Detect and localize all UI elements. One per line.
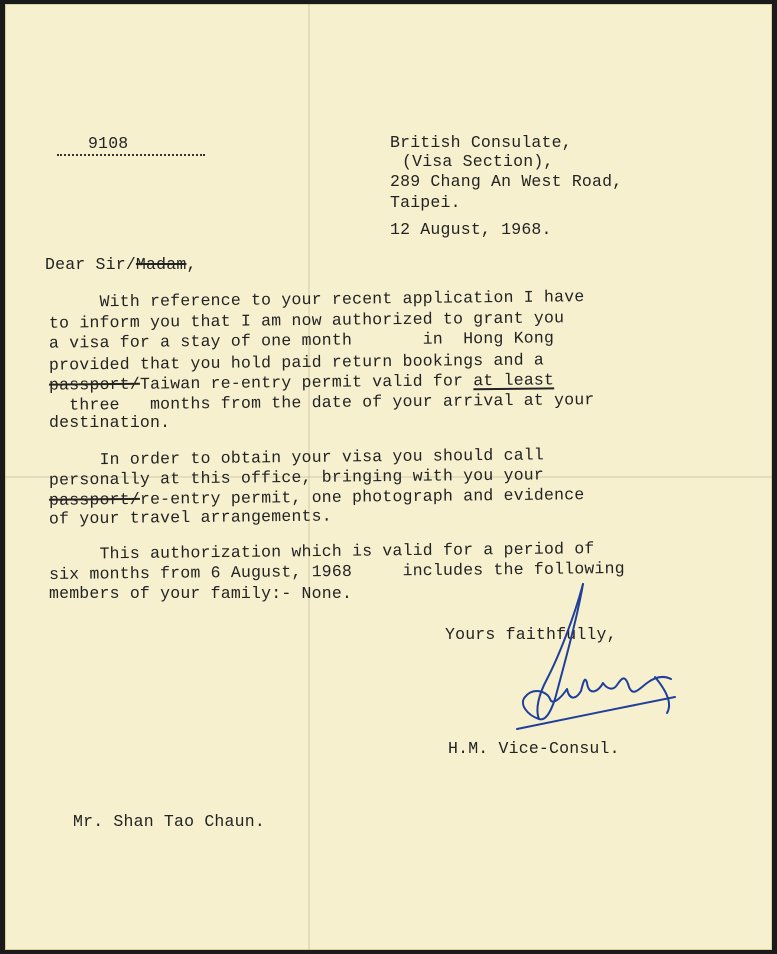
- greeting-struck-word: Madam: [135, 255, 187, 274]
- letter-page: [5, 4, 772, 950]
- para2-struck-passport: passport/: [48, 489, 141, 510]
- greeting-prefix: Dear Sir/: [45, 255, 136, 274]
- para2-line4: of your travel arrangements.: [48, 506, 332, 529]
- para2-line1: In order to obtain your visa you should call: [48, 445, 545, 470]
- para1-line5-text: Taiwan re-entry permit valid for: [139, 371, 474, 394]
- para3-line1: This authorization which is valid for a period of: [48, 539, 595, 564]
- address-line-4: Taipei.: [390, 193, 461, 212]
- letter-date: 12 August, 1968.: [390, 220, 552, 239]
- para1-line6: three months from the date of your arrival at your: [48, 390, 595, 415]
- para1-underlined-at-least: at least: [473, 370, 555, 391]
- para1-line7: destination.: [49, 413, 171, 432]
- address-line-2: (Visa Section),: [402, 152, 554, 171]
- para1-line4: provided that you hold paid return bookings and a: [48, 350, 545, 375]
- greeting: [45, 255, 197, 274]
- reference-underline: [57, 154, 205, 156]
- para1-line2: to inform you that I am now authorized to grant you: [48, 308, 565, 333]
- para1-line1: With reference to your recent application I have: [48, 287, 585, 312]
- signatory-title: H.M. Vice-Consul.: [448, 739, 620, 758]
- address-line-3: 289 Chang An West Road,: [390, 172, 623, 191]
- handwritten-signature: [505, 579, 685, 739]
- para2-line3-text: re-entry permit, one photograph and evidence: [139, 485, 585, 509]
- para2-line2: personally at this office, bringing with you your: [48, 465, 545, 490]
- closing: Yours faithfully,: [445, 625, 617, 644]
- para3-line2: six months from 6 August, 1968 includes the following: [48, 558, 625, 585]
- address-line-1: British Consulate,: [390, 133, 572, 152]
- recipient-name: Mr. Shan Tao Chaun.: [73, 812, 265, 831]
- para3-line3: members of your family:- None.: [49, 584, 353, 603]
- reference-number: 9108: [88, 134, 129, 153]
- greeting-suffix: ,: [186, 255, 197, 274]
- para1-line3: a visa for a stay of one month in Hong Kong: [48, 328, 555, 353]
- para1-struck-passport: passport/: [48, 374, 141, 395]
